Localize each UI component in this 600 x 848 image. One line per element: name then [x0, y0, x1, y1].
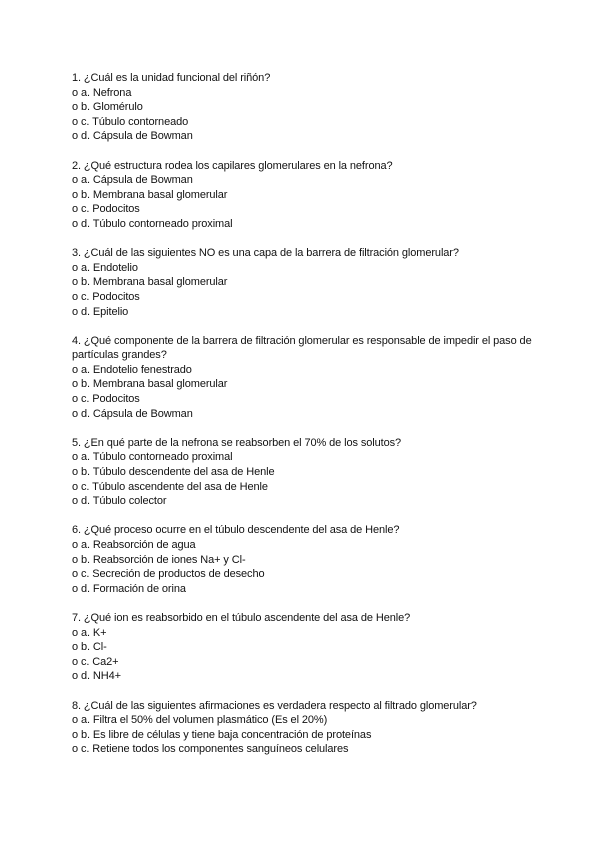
option-b: o b. Es libre de células y tiene baja concentración de proteínas [72, 728, 372, 741]
question-1 [72, 71, 542, 144]
option-b: o b. Cl- [72, 641, 107, 654]
question-6 [72, 523, 542, 596]
question-text: 8. ¿Cuál de las siguientes afirmaciones es verdadera respecto al filtrado glomerular? [72, 699, 477, 712]
question-3 [72, 246, 542, 319]
question-text: 5. ¿En qué parte de la nefrona se reabsorben el 70% de los solutos? [72, 436, 402, 449]
option-a: o a. Endotelio fenestrado [72, 363, 192, 376]
option-c: o c. Retiene todos los componentes sanguíneos celulares [72, 743, 349, 756]
option-c: o c. Túbulo ascendente del asa de Henle [72, 480, 268, 493]
option-a: o a. Túbulo contorneado proximal [72, 451, 233, 464]
option-c: o c. Túbulo contorneado [72, 115, 189, 128]
question-4 [72, 334, 542, 422]
option-d: o d. Túbulo colector [72, 495, 167, 508]
option-c: o c. Podocitos [72, 290, 140, 303]
question-text: 7. ¿Qué ion es reabsorbido en el túbulo ascendente del asa de Henle? [72, 611, 411, 624]
question-text: 1. ¿Cuál es la unidad funcional del riñón? [72, 72, 271, 84]
option-a: o a. Nefrona [72, 86, 132, 99]
question-8 [72, 699, 542, 757]
option-d: o d. Cápsula de Bowman [72, 407, 193, 420]
option-c: o c. Ca2+ [72, 655, 119, 668]
option-d: o d. Epitelio [72, 305, 129, 318]
option-b: o b. Membrana basal glomerular [72, 378, 228, 391]
option-b: o b. Túbulo descendente del asa de Henle [72, 466, 275, 479]
option-a: o a. Reabsorción de agua [72, 539, 196, 551]
option-b: o b. Membrana basal glomerular [72, 276, 228, 289]
question-2 [72, 159, 542, 232]
quiz-content [72, 71, 542, 772]
option-a: o a. Filtra el 50% del volumen plasmático (Es el 20%) [72, 714, 328, 727]
option-b: o b. Glomérulo [72, 101, 143, 114]
option-a: o a. K+ [72, 626, 107, 639]
option-c: o c. Podocitos [72, 203, 140, 216]
option-b: o b. Membrana basal glomerular [72, 188, 228, 201]
option-c: o c. Podocitos [72, 393, 140, 406]
question-text: 4. ¿Qué componente de la barrera de filtración glomerular es responsable de impedir el paso de partículas grandes? [72, 334, 532, 362]
option-d: o d. Formación de orina [72, 582, 186, 595]
question-text: 3. ¿Cuál de las siguientes NO es una capa de la barrera de filtración glomerular? [72, 247, 459, 260]
option-b: o b. Reabsorción de iones Na+ y Cl- [72, 553, 246, 566]
question-5 [72, 436, 542, 509]
option-a: o a. Endotelio [72, 261, 138, 274]
question-text: 2. ¿Qué estructura rodea los capilares glomerulares en la nefrona? [72, 159, 393, 172]
option-d: o d. NH4+ [72, 670, 121, 683]
option-d: o d. Cápsula de Bowman [72, 130, 193, 143]
option-d: o d. Túbulo contorneado proximal [72, 217, 233, 230]
question-7 [72, 611, 542, 684]
option-c: o c. Secreción de productos de desecho [72, 568, 265, 581]
option-a: o a. Cápsula de Bowman [72, 174, 193, 187]
question-text: 6. ¿Qué proceso ocurre en el túbulo descendente del asa de Henle? [72, 524, 400, 537]
